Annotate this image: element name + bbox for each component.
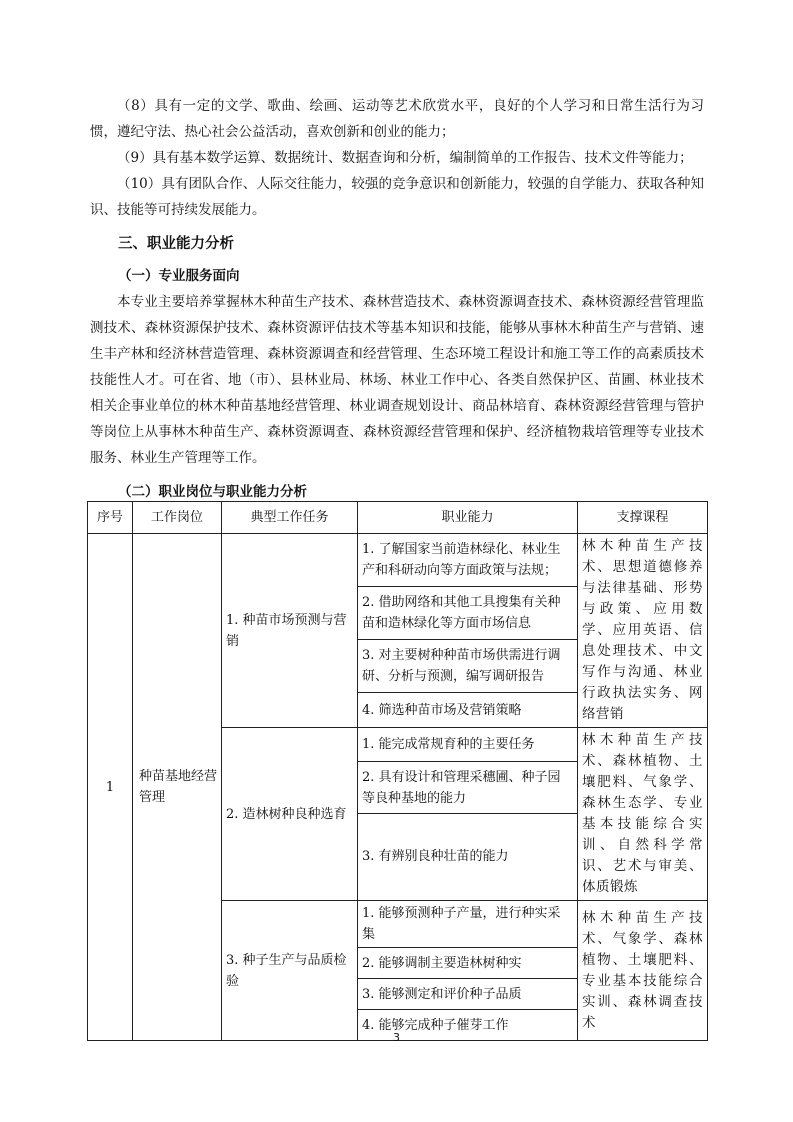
ability-cell: 3. 对主要树种种苗市场供需进行调研、分析与预测，编写调研报告 — [358, 640, 578, 693]
header-ability: 职业能力 — [358, 502, 578, 534]
header-index: 序号 — [88, 502, 133, 534]
post-cell: 种苗基地经营管理 — [133, 534, 222, 1041]
table-row — [88, 534, 708, 587]
ability-cell: 1. 了解国家当前造林绿化、林业生产和科研动向等方面政策与法规； — [358, 534, 578, 587]
subsection-heading-posts: （二）职业岗位与职业能力分析 — [118, 484, 307, 500]
course-cell-1: 林木种苗生产技术、思想道德修养与法律基础、形势与政策、应用数学、应用英语、信息处理技术、中文写作与沟通、林业行政执法实务、网络营销 — [578, 534, 708, 728]
ability-cell: 3. 能够测定和评价种子品质 — [358, 979, 578, 1010]
section-heading: 三、职业能力分析 — [118, 236, 234, 252]
table-header-row — [88, 502, 708, 534]
header-task: 典型工作任务 — [222, 502, 358, 534]
paragraph-ability-10: （10）具有团队合作、人际交往能力，较强的竞争意识和创新能力，较强的自学能力、获取各种知识、技能等可持续发展能力。 — [90, 176, 704, 218]
ability-cell: 3. 有辨别良种壮苗的能力 — [358, 813, 578, 900]
ability-cell: 1. 能完成常规育种的主要任务 — [358, 728, 578, 762]
ability-cell: 2. 能够调制主要造林树种实 — [358, 948, 578, 979]
task-cell-2: 2. 造林树种良种选育 — [222, 728, 358, 901]
ability-cell: 2. 具有设计和管理采穗圃、种子园等良种基地的能力 — [358, 762, 578, 814]
header-course: 支撑课程 — [578, 502, 708, 534]
paragraph-ability-9: （9）具有基本数学运算、数据统计、数据查询和分析，编制简单的工作报告、技术文件等能力； — [117, 150, 693, 166]
task-cell-1: 1. 种苗市场预测与营销 — [222, 534, 358, 728]
ability-cell: 4. 筛选种苗市场及营销策略 — [358, 693, 578, 728]
header-post: 工作岗位 — [133, 502, 222, 534]
career-ability-table — [87, 501, 708, 1041]
task-cell-3: 3. 种子生产与品质检验 — [222, 901, 358, 1041]
course-cell-3: 林木种苗生产技术、气象学、森林植物、土壤肥料、专业基本技能综合实训、森林调查技术 — [578, 901, 708, 1041]
page-number: 3 — [393, 1031, 400, 1044]
row-index-cell: 1 — [88, 534, 133, 1041]
ability-cell: 2. 借助网络和其他工具搜集有关种苗和造林绿化等方面市场信息 — [358, 587, 578, 640]
subsection-heading-service: （一）专业服务面向 — [118, 268, 240, 284]
paragraph-service-direction: 本专业主要培养掌握林木种苗生产技术、森林营造技术、森林资源调查技术、森林资源经营管理监测技术、森林资源保护技术、森林资源评估技术等基本知识和技能，能够从事林木种苗生产与营销、速生丰产林和经济林营造管理、森林资源调查和经营管理、生态环境工程设计和施工等工作的高素质技术技能性人才。可在省、地（市）、县林业局、林场、林业工作中心、各类自然保护区、苗圃、林业技术相关企事业单位的林木种苗基地经营管理、林业调查规划设计、商品林培育、森林资源经营管理与管护等岗位上从事林木种苗生产、森林资源调查、森林资源经营管理和保护、经济植物栽培管理等专业技术服务、林业生产管理等工作。 — [90, 294, 704, 466]
paragraph-ability-8: （8）具有一定的文学、歌曲、绘画、运动等艺术欣赏水平，良好的个人学习和日常生活行为习惯，遵纪守法、热心社会公益活动，喜欢创新和创业的能力； — [90, 98, 704, 140]
ability-cell: 1. 能够预测种子产量，进行种实采集 — [358, 901, 578, 948]
course-cell-2: 林木种苗生产技术、森林植物、土壤肥料、气象学、森林生态学、专业基本技能综合实训、自然科学常识、艺术与审美、体质锻炼 — [578, 728, 708, 901]
ability-cell: 4. 能够完成种子催芽工作 — [358, 1010, 578, 1041]
